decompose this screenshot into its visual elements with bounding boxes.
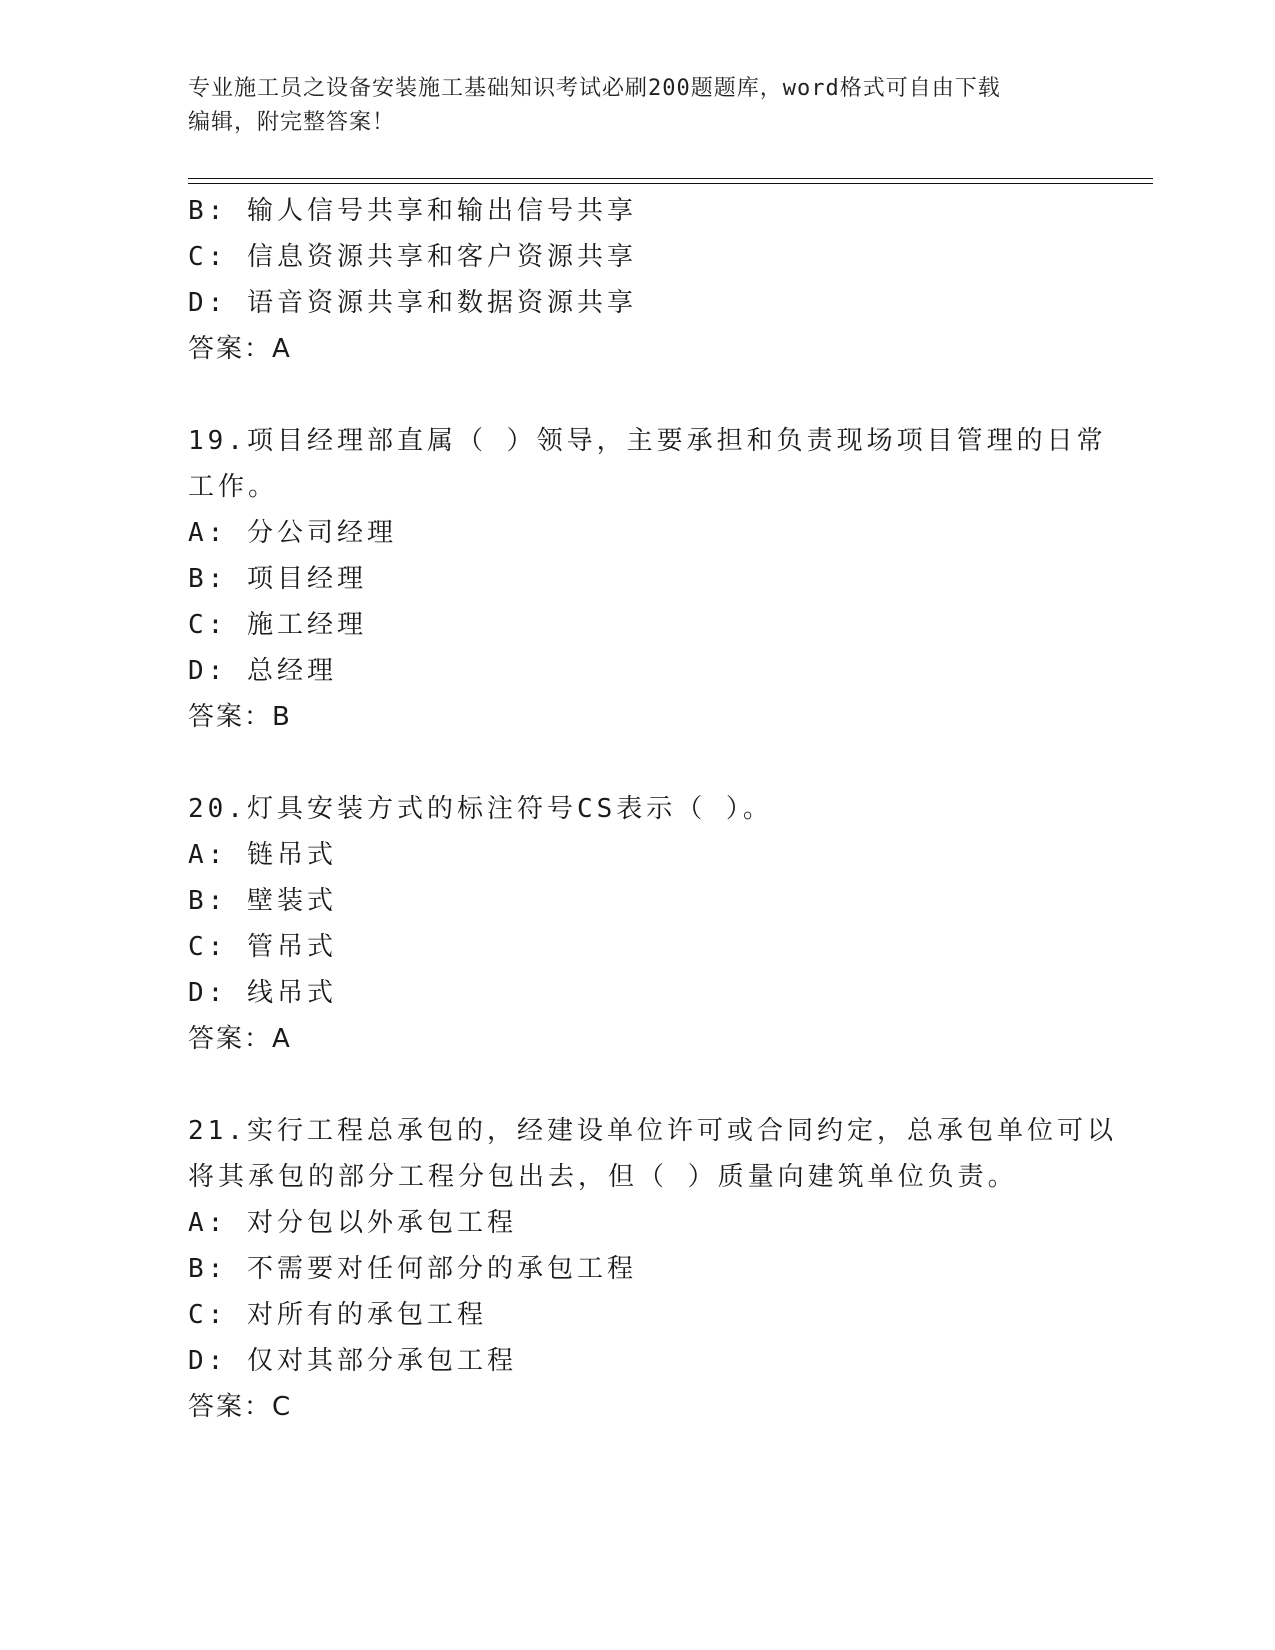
header-divider-top (188, 178, 1153, 179)
header-title-line1: 专业施工员之设备安装施工基础知识考试必刷200题题库，word格式可自由下载 (188, 76, 1001, 101)
option-d: D: 总经理 (188, 656, 337, 686)
option-d: D: 线吊式 (188, 978, 337, 1008)
option-a: A: 链吊式 (188, 840, 337, 870)
spacer (188, 372, 1088, 418)
question-stem-continued: 工作。 (188, 472, 279, 502)
option-b: B: 项目经理 (188, 564, 367, 594)
question-18-carryover (188, 188, 1088, 372)
spacer (188, 740, 1088, 786)
option-c: C: 管吊式 (188, 932, 337, 962)
answer-label: 答案：A (188, 334, 292, 364)
question-content (188, 188, 1117, 1430)
option-c: C: 施工经理 (188, 610, 367, 640)
answer-label: 答案：A (188, 1024, 292, 1054)
question-stem: 19.项目经理部直属（ ）领导，主要承担和负责现场项目管理的日常 (188, 426, 1107, 456)
option-c: C: 对所有的承包工程 (188, 1300, 487, 1330)
option-b: B: 壁装式 (188, 886, 337, 916)
option-b: B: 输人信号共享和输出信号共享 (188, 196, 637, 226)
question-20 (188, 786, 1088, 1062)
question-stem-continued: 将其承包的部分工程分包出去，但（ ）质量向建筑单位负责。 (188, 1162, 1018, 1192)
question-21 (188, 1108, 1117, 1430)
option-b: B: 不需要对任何部分的承包工程 (188, 1254, 637, 1284)
answer-label: 答案：C (188, 1392, 293, 1422)
option-d: D: 仅对其部分承包工程 (188, 1346, 517, 1376)
option-a: A: 对分包以外承包工程 (188, 1208, 517, 1238)
spacer (188, 1062, 1088, 1108)
answer-label: 答案：B (188, 702, 292, 732)
header-divider-bottom (188, 183, 1153, 184)
header-title-line2: 编辑，附完整答案！ (188, 110, 396, 135)
question-stem: 21.实行工程总承包的，经建设单位许可或合同约定，总承包单位可以 (188, 1116, 1117, 1146)
document-header (188, 72, 1088, 140)
option-a: A: 分公司经理 (188, 518, 397, 548)
option-d: D: 语音资源共享和数据资源共享 (188, 288, 637, 318)
option-c: C: 信息资源共享和客户资源共享 (188, 242, 637, 272)
question-19 (188, 418, 1107, 740)
question-stem: 20.灯具安装方式的标注符号CS表示（ ）。 (188, 794, 773, 824)
